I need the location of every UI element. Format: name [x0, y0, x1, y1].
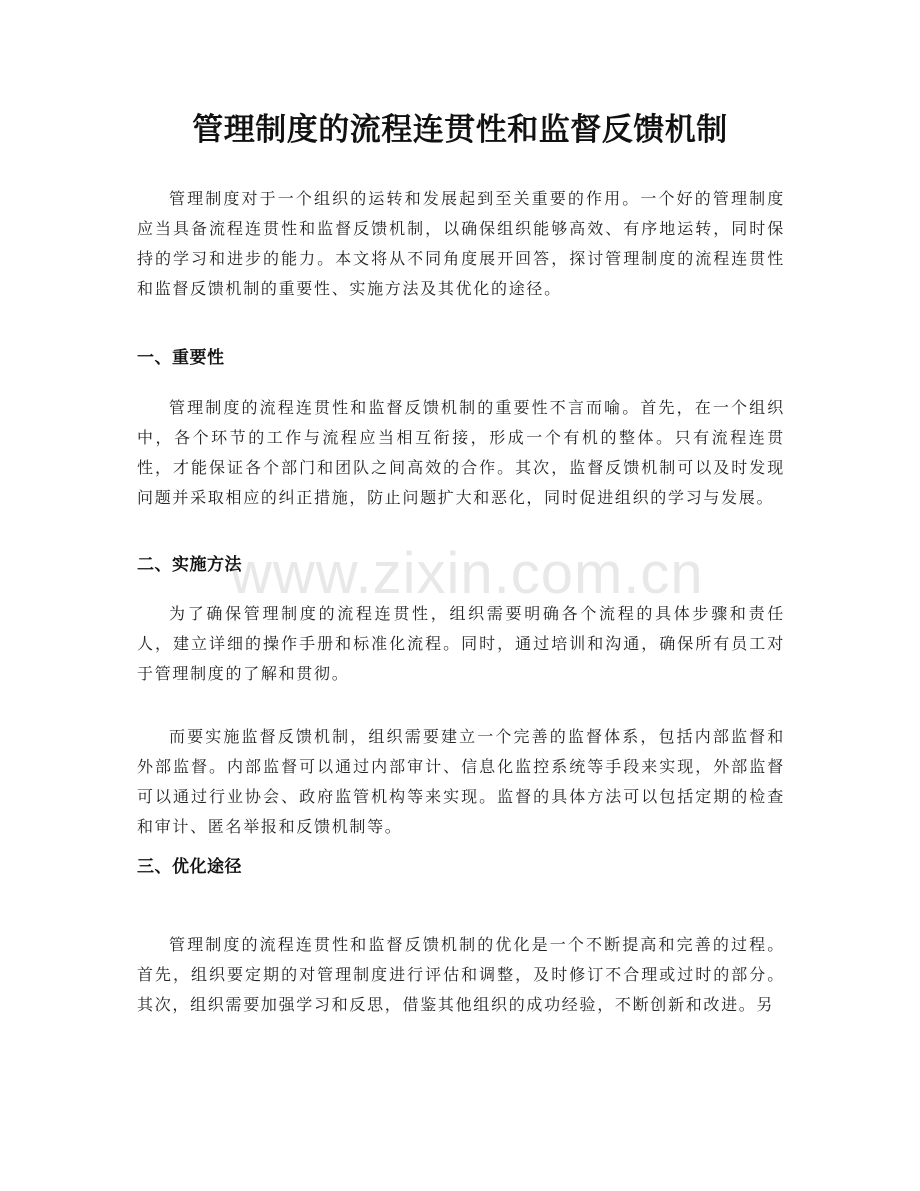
- intro-paragraph: 管理制度对于一个组织的运转和发展起到至关重要的作用。一个好的管理制度应当具备流程连贯性和监督反馈机制，以确保组织能够高效、有序地运转，同时保持的学习和进步的能力。本文将从不同角度展开回答，探讨管理制度的流程连贯性和监督反馈机制的重要性、实施方法及其优化的途径。: [137, 189, 785, 298]
- implementation-paragraph-2: 而要实施监督反馈机制，组织需要建立一个完善的监督体系，包括内部监督和外部监督。内部监督可以通过内部审计、信息化监控系统等手段来实现，外部监督可以通过行业协会、政府监管机构等来实现。监督的具体方法可以包括定期的检查和审计、匿名举报和反馈机制等。: [137, 727, 785, 836]
- optimization-paragraph: 管理制度的流程连贯性和监督反馈机制的优化是一个不断提高和完善的过程。首先，组织要定期的对管理制度进行评估和调整，及时修订不合理或过时的部分。其次，组织需要加强学习和反思，借鉴其他组织的成功经验，不断创新和改进。另: [137, 935, 785, 1014]
- section-heading-optimization: 三、优化途径: [137, 857, 242, 877]
- document-title: 管理制度的流程连贯性和监督反馈机制: [192, 112, 728, 148]
- implementation-paragraph-1: 为了确保管理制度的流程连贯性，组织需要明确各个流程的具体步骤和责任人，建立详细的操作手册和标准化流程。同时，通过培训和沟通，确保所有员工对于管理制度的了解和贯彻。: [137, 604, 785, 683]
- importance-paragraph: 管理制度的流程连贯性和监督反馈机制的重要性不言而喻。首先，在一个组织中，各个环节的工作与流程应当相互衔接，形成一个有机的整体。只有流程连贯性，才能保证各个部门和团队之间高效的合作。其次，监督反馈机制可以及时发现问题并采取相应的纠正措施，防止问题扩大和恶化，同时促进组织的学习与发展。: [137, 398, 785, 507]
- watermark-text: www.zixin.com.cn: [230, 541, 704, 606]
- section-heading-importance: 一、重要性: [137, 348, 225, 368]
- section-heading-implementation: 二、实施方法: [137, 555, 242, 575]
